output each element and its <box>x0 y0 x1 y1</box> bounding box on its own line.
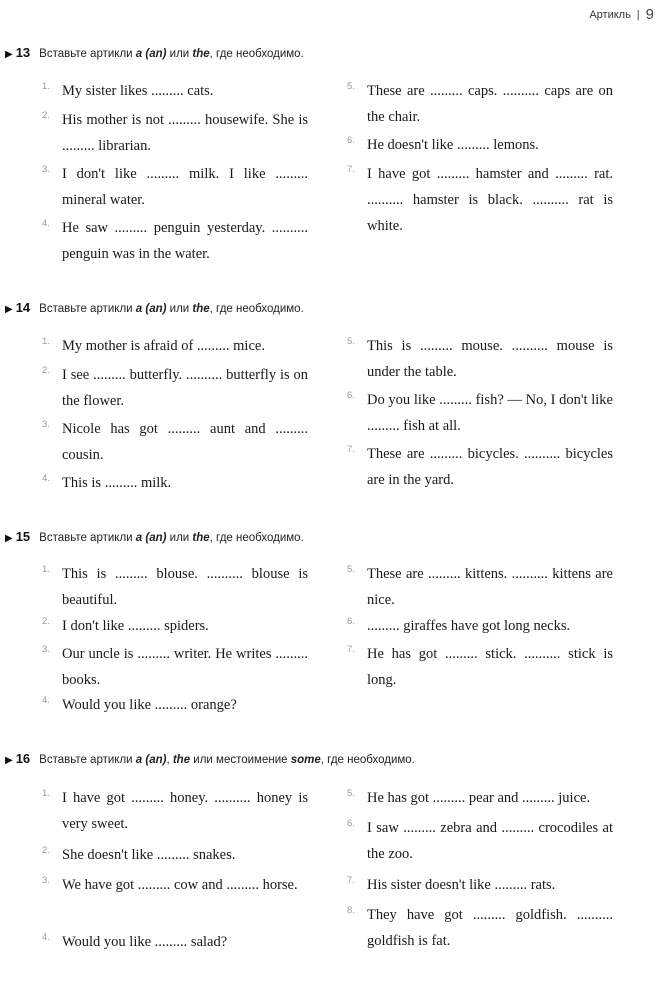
exercise-item: 1. I have got ......... honey. .......... honey is very sweet. <box>42 788 308 832</box>
exercise-number: 13 <box>15 45 31 60</box>
exercise-number: 15 <box>15 529 31 544</box>
instruction: Вставьте артикли a (an) или the, где необходимо. <box>39 532 304 544</box>
exercise-item: 1. This is ......... blouse. .......... blouse is beautiful. <box>42 564 308 608</box>
exercise-item: 4. Would you like ......... orange? <box>42 695 237 713</box>
section-title: Артикль <box>589 8 631 21</box>
instruction: Вставьте артикли a (an) или the, где необходимо. <box>39 303 304 315</box>
triangle-marker-icon: ▶ <box>5 49 13 60</box>
exercise-item: 3. I don't like ......... milk. I like ......... mineral water. <box>42 164 308 208</box>
exercise-item: 7. I have got ......... hamster and ......... rat. .......... hamster is black. .......... rat is white. <box>347 164 613 234</box>
exercise-item: 7. These are ......... bicycles. .......... bicycles are in the yard. <box>347 444 613 488</box>
exercise-item: 2. I see ......... butterfly. .......... butterfly is on the flower. <box>42 365 308 409</box>
exercise-item: 8. They have got ......... goldfish. .......... goldfish is fat. <box>347 905 613 949</box>
exercise-heading <box>5 529 304 544</box>
exercise-item: 6. He doesn't like ......... lemons. <box>347 135 539 153</box>
triangle-marker-icon: ▶ <box>5 533 13 544</box>
exercise-item: 5. This is ......... mouse. .......... mouse is under the table. <box>347 336 613 380</box>
page-header <box>589 6 654 23</box>
exercise-item: 1. My sister likes ......... cats. <box>42 81 214 99</box>
exercise-number: 14 <box>15 300 31 315</box>
exercise-item: 5. These are ......... kittens. .......... kittens are nice. <box>347 564 613 608</box>
exercise-item: 2. She doesn't like ......... snakes. <box>42 845 236 863</box>
exercise-item: 7. He has got ......... stick. .......... stick is long. <box>347 644 613 688</box>
exercise-item: 5. He has got ......... pear and ......... juice. <box>347 788 591 806</box>
instruction: Вставьте артикли a (an) или the, где необходимо. <box>39 48 304 60</box>
exercise-item: 3. Our uncle is ......... writer. He writes ......... books. <box>42 644 308 688</box>
exercise-item: 4. This is ......... milk. <box>42 473 172 491</box>
exercise-item: 7. His sister doesn't like ......... rats. <box>347 875 556 893</box>
instruction: Вставьте артикли a (an), the или местоимение some, где необходимо. <box>39 754 415 766</box>
exercise-heading <box>5 300 304 315</box>
exercise-item: 3. We have got ......... cow and ......... horse. <box>42 875 298 893</box>
exercise-item: 6. ......... giraffes have got long necks. <box>347 616 571 634</box>
exercise-item: 6. I saw ......... zebra and ......... crocodiles at the zoo. <box>347 818 613 862</box>
exercise-number: 16 <box>15 751 31 766</box>
exercise-item: 1. My mother is afraid of ......... mice. <box>42 336 265 354</box>
exercise-heading <box>5 751 415 766</box>
page-number: 9 <box>645 6 654 23</box>
exercise-item: 2. I don't like ......... spiders. <box>42 616 209 634</box>
exercise-item: 6. Do you like ......... fish? — No, I don't like ......... fish at all. <box>347 390 613 434</box>
triangle-marker-icon: ▶ <box>5 304 13 315</box>
exercise-heading <box>5 45 304 60</box>
triangle-marker-icon: ▶ <box>5 755 13 766</box>
header-separator: | <box>636 8 640 21</box>
exercise-item: 4. He saw ......... penguin yesterday. .......... penguin was in the water. <box>42 218 308 262</box>
exercise-item: 3. Nicole has got ......... aunt and ......... cousin. <box>42 419 308 463</box>
exercise-item: 2. His mother is not ......... housewife. She is ......... librarian. <box>42 110 308 154</box>
exercise-item: 4. Would you like ......... salad? <box>42 932 228 950</box>
exercise-item: 5. These are ......... caps. .......... caps are on the chair. <box>347 81 613 125</box>
